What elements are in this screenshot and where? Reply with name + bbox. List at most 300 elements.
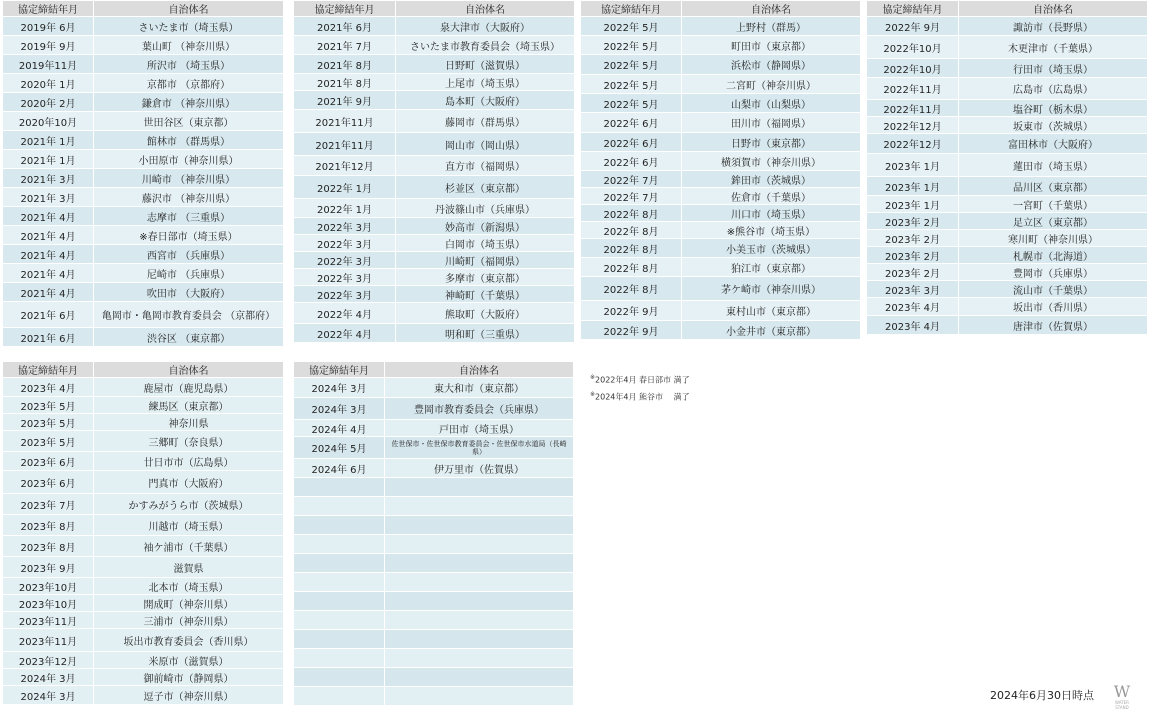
table-row xyxy=(581,205,861,222)
table-row xyxy=(294,649,574,668)
table-row xyxy=(867,177,1148,196)
municipality-cell: 鉾田市（茨城県） xyxy=(682,171,861,188)
table-row xyxy=(581,75,861,94)
municipality-cell: 戸田市（埼玉県） xyxy=(385,420,574,437)
table-row xyxy=(3,169,284,188)
table-row xyxy=(3,226,284,245)
footnotes xyxy=(590,371,690,404)
date-cell: 2023年 8月 xyxy=(3,536,94,557)
table-row xyxy=(581,188,861,205)
date-cell: 2022年 8月 xyxy=(581,205,682,222)
date-cell: 2023年 9月 xyxy=(3,557,94,578)
table-row xyxy=(294,437,574,459)
municipality-cell: 逗子市（神奈川県） xyxy=(94,686,284,705)
date-cell: 2023年 2月 xyxy=(867,230,959,247)
date-cell: 2020年 2月 xyxy=(3,93,94,112)
date-cell: 2024年 3月 xyxy=(3,686,94,705)
municipality-cell: 坂出市（香川県） xyxy=(959,298,1148,316)
municipality-cell: 杉並区（東京都） xyxy=(396,176,575,199)
table-row xyxy=(867,117,1148,134)
date-cell: 2023年 7月 xyxy=(3,494,94,515)
table-row xyxy=(867,78,1148,100)
header-name: 自治体名 xyxy=(959,1,1148,17)
table-row xyxy=(3,652,284,669)
table-row xyxy=(294,592,574,611)
date-cell: 2022年 9月 xyxy=(867,17,959,36)
municipality-cell xyxy=(385,592,574,611)
table-row xyxy=(867,36,1148,59)
municipality-cell: 狛江市（東京都） xyxy=(682,258,861,277)
date-cell: 2023年 3月 xyxy=(867,281,959,298)
date-cell: 2022年 5月 xyxy=(581,55,682,75)
table-row xyxy=(581,321,861,340)
municipality-cell: 寒川町（神奈川県） xyxy=(959,230,1148,247)
table-row xyxy=(3,302,284,328)
municipality-cell xyxy=(385,497,574,516)
municipality-cell: 神奈川県 xyxy=(94,414,284,431)
municipality-cell xyxy=(385,535,574,554)
table-header-row xyxy=(867,1,1148,17)
table-row xyxy=(294,630,574,649)
table-row xyxy=(294,110,575,133)
table-row xyxy=(294,74,575,91)
municipality-cell: 神崎町（千葉県） xyxy=(396,286,575,303)
municipality-cell: 唐津市（佐賀県） xyxy=(959,316,1148,335)
date-cell: 2023年 1月 xyxy=(867,177,959,196)
date-cell: 2022年11月 xyxy=(867,100,959,117)
table-row xyxy=(581,17,861,36)
table-row xyxy=(3,245,284,264)
municipality-cell: 熊取町（大阪府） xyxy=(396,303,575,324)
date-cell: 2022年 8月 xyxy=(581,222,682,239)
municipality-cell: 横須賀市（神奈川県） xyxy=(682,152,861,171)
table-row xyxy=(581,277,861,301)
date-cell: 2021年 8月 xyxy=(294,74,396,91)
municipality-cell: 品川区（東京都） xyxy=(959,177,1148,196)
date-cell: 2021年11月 xyxy=(294,133,396,156)
date-cell xyxy=(294,630,385,649)
date-cell: 2023年 8月 xyxy=(3,515,94,536)
date-cell: 2023年 1月 xyxy=(867,154,959,177)
table-row xyxy=(3,515,284,536)
municipality-cell: 世田谷区（東京都） xyxy=(94,112,284,131)
table-row xyxy=(294,286,575,303)
municipality-cell: 練馬区（東京都） xyxy=(94,397,284,414)
table-row xyxy=(3,150,284,169)
date-cell: 2021年 4月 xyxy=(3,207,94,226)
header-name: 自治体名 xyxy=(396,1,575,17)
table-row xyxy=(3,36,284,55)
municipality-cell: さいたま市（埼玉県） xyxy=(94,17,284,36)
date-cell: 2023年 5月 xyxy=(3,397,94,414)
municipality-cell: 袖ケ浦市（千葉県） xyxy=(94,536,284,557)
date-cell: 2024年 4月 xyxy=(294,420,385,437)
header-date: 協定締結年月 xyxy=(3,362,94,378)
agreement-table-5 xyxy=(2,361,284,705)
table-row xyxy=(294,199,575,218)
table-row xyxy=(3,207,284,226)
municipality-cell: 日野市（東京都） xyxy=(682,133,861,152)
table-row xyxy=(294,269,575,286)
municipality-cell: 丹波篠山市（兵庫県） xyxy=(396,199,575,218)
table-header-row xyxy=(3,362,284,378)
footnote-text: 2024年4月 熊谷市 満了 xyxy=(595,392,690,402)
table-row xyxy=(3,669,284,686)
municipality-cell: 尼崎市 （兵庫県） xyxy=(94,264,284,283)
agreement-table-6 xyxy=(293,361,574,706)
header-name: 自治体名 xyxy=(682,1,861,17)
date-cell: 2022年 3月 xyxy=(294,286,396,303)
table-row xyxy=(3,612,284,629)
municipality-cell: ※熊谷市（埼玉県） xyxy=(682,222,861,239)
date-cell: 2023年 6月 xyxy=(3,471,94,494)
municipality-cell: 滋賀県 xyxy=(94,557,284,578)
date-cell: 2022年10月 xyxy=(867,36,959,59)
table-row xyxy=(867,196,1148,213)
table-row xyxy=(581,36,861,55)
municipality-cell: 亀岡市・亀岡市教育委員会 （京都府） xyxy=(94,302,284,328)
municipality-cell: 小田原市（神奈川県） xyxy=(94,150,284,169)
municipality-cell: 川崎市 （神奈川県） xyxy=(94,169,284,188)
date-cell: 2022年 9月 xyxy=(581,301,682,321)
table-row xyxy=(294,398,574,420)
date-cell: 2022年 1月 xyxy=(294,176,396,199)
date-cell: 2021年 3月 xyxy=(3,188,94,207)
date-cell: 2021年 6月 xyxy=(3,302,94,328)
municipality-cell: 川越市（埼玉県） xyxy=(94,515,284,536)
header-name: 自治体名 xyxy=(94,1,284,17)
date-cell: 2022年 6月 xyxy=(581,152,682,171)
municipality-cell: 島本町（大阪府） xyxy=(396,91,575,110)
municipality-cell: 鹿屋市（鹿児島県） xyxy=(94,378,284,397)
date-cell: 2022年 3月 xyxy=(294,252,396,269)
date-cell xyxy=(294,687,385,706)
table-row xyxy=(294,133,575,156)
date-cell: 2022年12月 xyxy=(867,117,959,134)
table-row xyxy=(294,611,574,630)
table-row xyxy=(3,264,284,283)
footnote-text: 2022年4月 春日部市 満了 xyxy=(595,375,690,385)
date-cell: 2022年10月 xyxy=(867,59,959,78)
municipality-cell: 佐世保市・佐世保市教育委員会・佐世保市水道局（長崎県） xyxy=(385,437,574,459)
municipality-cell: 豊岡市（兵庫県） xyxy=(959,264,1148,281)
date-cell: 2022年 6月 xyxy=(581,133,682,152)
table-row xyxy=(3,74,284,93)
logo-line: STAND xyxy=(1115,705,1129,710)
table-row xyxy=(3,17,284,36)
date-cell xyxy=(294,668,385,687)
table-row xyxy=(294,17,575,36)
table-row xyxy=(294,156,575,176)
date-cell: 2023年 6月 xyxy=(3,452,94,471)
municipality-cell: 流山市（千葉県） xyxy=(959,281,1148,298)
municipality-cell: さいたま市教育委員会（埼玉県） xyxy=(396,36,575,55)
table-header-row xyxy=(294,1,575,17)
date-cell: 2024年 3月 xyxy=(3,669,94,686)
municipality-cell: 坂東市（茨城県） xyxy=(959,117,1148,134)
table-row xyxy=(294,218,575,235)
municipality-cell xyxy=(385,516,574,535)
date-cell: 2022年 3月 xyxy=(294,218,396,235)
table-row xyxy=(867,59,1148,78)
table-row xyxy=(867,316,1148,335)
table-row xyxy=(3,578,284,595)
date-cell: 2022年 5月 xyxy=(581,17,682,36)
municipality-cell xyxy=(385,668,574,687)
municipality-cell: 吹田市 （大阪府） xyxy=(94,283,284,302)
municipality-cell: 諏訪市（長野県） xyxy=(959,17,1148,36)
municipality-cell: ※春日部市（埼玉県） xyxy=(94,226,284,245)
date-cell: 2021年 4月 xyxy=(3,245,94,264)
date-cell: 2022年 1月 xyxy=(294,199,396,218)
date-cell: 2022年 3月 xyxy=(294,269,396,286)
date-cell: 2023年 1月 xyxy=(867,196,959,213)
table-row xyxy=(294,478,574,497)
table-row xyxy=(294,91,575,110)
table-row xyxy=(581,301,861,321)
table-row xyxy=(294,420,574,437)
table-row xyxy=(581,171,861,188)
municipality-cell: 京都市 （京都府） xyxy=(94,74,284,93)
municipality-cell: 広島市（広島県） xyxy=(959,78,1148,100)
municipality-cell: 木更津市（千葉県） xyxy=(959,36,1148,59)
table-row xyxy=(294,324,575,343)
date-cell: 2023年 4月 xyxy=(867,298,959,316)
municipality-cell xyxy=(385,478,574,497)
table-row xyxy=(867,213,1148,230)
municipality-cell: 米原市（滋賀県） xyxy=(94,652,284,669)
municipality-cell: 北本市（埼玉県） xyxy=(94,578,284,595)
header-date: 協定締結年月 xyxy=(294,362,385,378)
date-cell xyxy=(294,497,385,516)
date-cell: 2022年 8月 xyxy=(581,258,682,277)
date-cell xyxy=(294,573,385,592)
municipality-cell: 館林市 （群馬県） xyxy=(94,131,284,150)
date-cell: 2021年 3月 xyxy=(3,169,94,188)
municipality-cell: 富田林市（大阪府） xyxy=(959,134,1148,154)
table-row xyxy=(867,134,1148,154)
header-date: 協定締結年月 xyxy=(294,1,396,17)
municipality-cell: 廿日市市（広島県） xyxy=(94,452,284,471)
agreement-table-4 xyxy=(866,0,1148,335)
municipality-cell: 行田市（埼玉県） xyxy=(959,59,1148,78)
date-cell: 2022年 7月 xyxy=(581,171,682,188)
municipality-cell: 所沢市 （埼玉県） xyxy=(94,55,284,74)
table-row xyxy=(867,281,1148,298)
date-cell: 2022年 6月 xyxy=(581,113,682,133)
table-row xyxy=(294,459,574,478)
municipality-cell: 明和町（三重県） xyxy=(396,324,575,343)
table-row xyxy=(581,55,861,75)
municipality-cell: 三浦市（神奈川県） xyxy=(94,612,284,629)
municipality-cell: 上尾市（埼玉県） xyxy=(396,74,575,91)
table-row xyxy=(867,17,1148,36)
date-cell xyxy=(294,611,385,630)
table-header-row xyxy=(581,1,861,17)
date-cell: 2023年11月 xyxy=(3,629,94,652)
date-cell: 2021年 1月 xyxy=(3,131,94,150)
table-row xyxy=(581,222,861,239)
table-row xyxy=(294,378,574,398)
municipality-cell: 東村山市（東京都） xyxy=(682,301,861,321)
municipality-cell xyxy=(385,611,574,630)
table-row xyxy=(3,397,284,414)
table-row xyxy=(867,264,1148,281)
municipality-cell xyxy=(385,687,574,706)
table-row xyxy=(294,55,575,74)
date-cell: 2023年 4月 xyxy=(3,378,94,397)
table-row xyxy=(3,112,284,131)
municipality-cell: 茅ケ崎市（神奈川県） xyxy=(682,277,861,301)
municipality-cell: 御前崎市（静岡県） xyxy=(94,669,284,686)
date-cell: 2020年 1月 xyxy=(3,74,94,93)
date-cell xyxy=(294,535,385,554)
date-cell: 2022年 8月 xyxy=(581,239,682,258)
date-cell: 2021年 4月 xyxy=(3,264,94,283)
date-cell: 2022年 3月 xyxy=(294,235,396,252)
date-cell: 2021年 4月 xyxy=(3,283,94,302)
date-cell: 2024年 3月 xyxy=(294,398,385,420)
municipality-cell: 豊岡市教育委員会（兵庫県） xyxy=(385,398,574,420)
table-row xyxy=(581,152,861,171)
table-row xyxy=(3,471,284,494)
municipality-cell: 泉大津市（大阪府） xyxy=(396,17,575,36)
date-cell: 2021年 7月 xyxy=(294,36,396,55)
date-cell: 2022年 4月 xyxy=(294,303,396,324)
date-cell: 2021年 6月 xyxy=(294,17,396,36)
agreement-table-3 xyxy=(580,0,861,340)
table-row xyxy=(294,252,575,269)
table-row xyxy=(3,595,284,612)
date-cell: 2022年 7月 xyxy=(581,188,682,205)
municipality-cell: 渋谷区 （東京都） xyxy=(94,328,284,347)
table-row xyxy=(294,497,574,516)
municipality-cell: 妙高市（新潟県） xyxy=(396,218,575,235)
date-cell: 2021年 1月 xyxy=(3,150,94,169)
table-row xyxy=(3,686,284,705)
municipality-cell: 開成町（神奈川県） xyxy=(94,595,284,612)
municipality-cell: 西宮市 （兵庫県） xyxy=(94,245,284,264)
date-cell: 2022年 5月 xyxy=(581,94,682,113)
date-cell: 2023年 5月 xyxy=(3,414,94,431)
date-cell: 2022年 5月 xyxy=(581,75,682,94)
date-cell xyxy=(294,592,385,611)
table-row xyxy=(3,536,284,557)
date-cell: 2022年 5月 xyxy=(581,36,682,55)
municipality-cell xyxy=(385,573,574,592)
table-row xyxy=(581,133,861,152)
municipality-cell: 坂出市教育委員会（香川県） xyxy=(94,629,284,652)
date-cell: 2023年11月 xyxy=(3,612,94,629)
date-cell xyxy=(294,478,385,497)
table-row xyxy=(294,36,575,55)
table-row xyxy=(294,535,574,554)
table-row xyxy=(294,516,574,535)
municipality-cell xyxy=(385,630,574,649)
date-cell: 2022年 4月 xyxy=(294,324,396,343)
date-cell: 2024年 5月 xyxy=(294,437,385,459)
table-row xyxy=(3,93,284,112)
footnote-mark: ※ xyxy=(590,374,596,381)
table-row xyxy=(3,629,284,652)
date-cell: 2023年 2月 xyxy=(867,247,959,264)
table-row xyxy=(294,573,574,592)
date-cell: 2023年10月 xyxy=(3,578,94,595)
header-date: 協定締結年月 xyxy=(3,1,94,17)
table-row xyxy=(867,247,1148,264)
table-row xyxy=(867,100,1148,117)
table-row xyxy=(581,94,861,113)
table-row xyxy=(294,235,575,252)
table-row xyxy=(867,230,1148,247)
date-cell xyxy=(294,554,385,573)
municipality-cell: 浜松市（静岡県） xyxy=(682,55,861,75)
date-cell: 2022年12月 xyxy=(867,134,959,154)
table-row xyxy=(3,431,284,452)
table-row xyxy=(581,113,861,133)
date-cell: 2021年 4月 xyxy=(3,226,94,245)
table-row xyxy=(867,298,1148,316)
table-row xyxy=(3,378,284,397)
date-cell: 2021年 6月 xyxy=(3,328,94,347)
table-row xyxy=(294,554,574,573)
table-row xyxy=(294,176,575,199)
municipality-cell: 川口市（埼玉県） xyxy=(682,205,861,222)
municipality-cell: 塩谷町（栃木県） xyxy=(959,100,1148,117)
municipality-cell: 門真市（大阪府） xyxy=(94,471,284,494)
table-row xyxy=(3,131,284,150)
municipality-cell: 多摩市（東京都） xyxy=(396,269,575,286)
table-header-row xyxy=(294,362,574,378)
date-cell: 2022年11月 xyxy=(867,78,959,100)
date-cell: 2020年10月 xyxy=(3,112,94,131)
date-cell: 2023年 2月 xyxy=(867,264,959,281)
header-name: 自治体名 xyxy=(385,362,574,378)
logo-letter: W xyxy=(1113,682,1131,701)
table-row xyxy=(3,328,284,347)
municipality-cell: 三郷町（奈良県） xyxy=(94,431,284,452)
agreement-table-1 xyxy=(2,0,284,347)
table-row xyxy=(581,258,861,277)
table-row xyxy=(3,283,284,302)
municipality-cell xyxy=(385,554,574,573)
table-row xyxy=(3,557,284,578)
date-cell: 2024年 6月 xyxy=(294,459,385,478)
municipality-cell: 白岡市（埼玉県） xyxy=(396,235,575,252)
municipality-cell: 藤岡市（群馬県） xyxy=(396,110,575,133)
table-row xyxy=(581,239,861,258)
municipality-cell: 伊万里市（佐賀県） xyxy=(385,459,574,478)
footnote-mark: ※ xyxy=(590,390,596,398)
footnote xyxy=(590,388,690,405)
municipality-cell: 直方市（福岡県） xyxy=(396,156,575,176)
date-cell: 2022年 8月 xyxy=(581,277,682,301)
as-of-date: 2024年6月30日時点 xyxy=(990,689,1094,702)
table-header-row xyxy=(3,1,284,17)
water-stand-logo xyxy=(1112,683,1132,711)
date-cell: 2021年11月 xyxy=(294,110,396,133)
date-cell: 2023年10月 xyxy=(3,595,94,612)
header-name: 自治体名 xyxy=(94,362,284,378)
table-row xyxy=(3,55,284,74)
date-cell: 2023年 5月 xyxy=(3,431,94,452)
table-row xyxy=(3,414,284,431)
date-cell: 2021年 8月 xyxy=(294,55,396,74)
date-cell xyxy=(294,649,385,668)
date-cell: 2024年 3月 xyxy=(294,378,385,398)
table-row xyxy=(294,303,575,324)
municipality-cell: 蓮田市（埼玉県） xyxy=(959,154,1148,177)
